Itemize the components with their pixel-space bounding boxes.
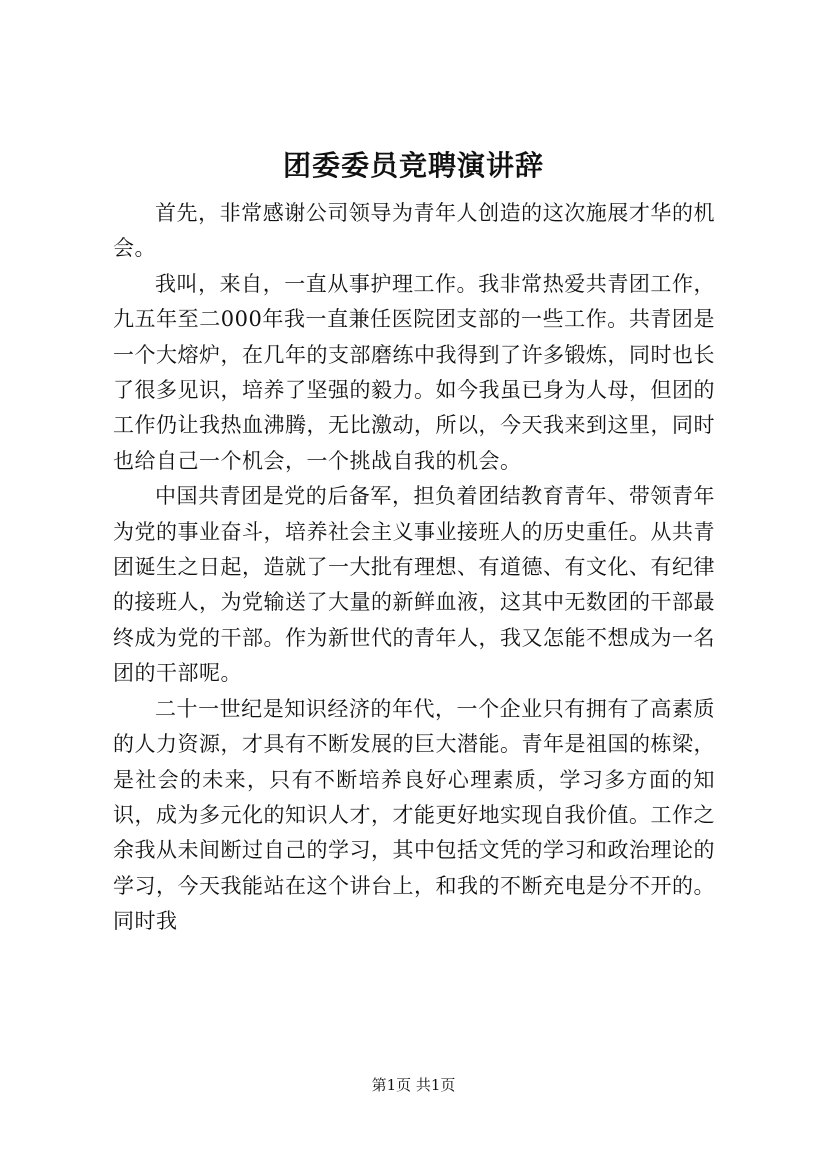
paragraph-1: 首先，非常感谢公司领导为青年人创造的这次施展才华的机会。 — [113, 201, 715, 261]
paragraph-4: 二十一世纪是知识经济的年代，一个企业只有拥有了高素质的人力资源，才具有不断发展的巨大潜能。青年是祖国的栋梁，是社会的未来，只有不断培养良好心理素质，学习多方面的知识，成为多元化的知识人才，才能更好地实现自我价值。工作之余我从未间断过自己的学习，其中包括文凭的学习和政治理论的学习，今天我能站在这个讲台上，和我的不断充电是分不开的。同时我 — [113, 696, 715, 934]
document-title: 团委委员竞聘演讲辞 — [282, 149, 544, 182]
page-number-footer: 第1页 共1页 — [371, 1076, 456, 1094]
document-body — [113, 196, 715, 940]
paragraph-3: 中国共青团是党的后备军，担负着团结教育青年、带领青年为党的事业奋斗，培养社会主义事业接班人的历史重任。从共青团诞生之日起，造就了一大批有理想、有道德、有文化、有纪律的接班人，为党输送了大量的新鲜血液，这其中无数团的干部最终成为党的干部。作为新世代的青年人，我又怎能不想成为一名团的干部呢。 — [113, 484, 715, 686]
paragraph-2: 我叫，来自，一直从事护理工作。我非常热爱共青团工作，九五年至二000年我一直兼任医院团支部的一些工作。共青团是一个大熔炉，在几年的支部磨练中我得到了许多锻炼，同时也长了很多见识，培养了坚强的毅力。如今我虽已身为人母，但团的工作仍让我热血沸腾，无比激动，所以，今天我来到这里，同时也给自己一个机会，一个挑战自我的机会。 — [113, 271, 715, 473]
